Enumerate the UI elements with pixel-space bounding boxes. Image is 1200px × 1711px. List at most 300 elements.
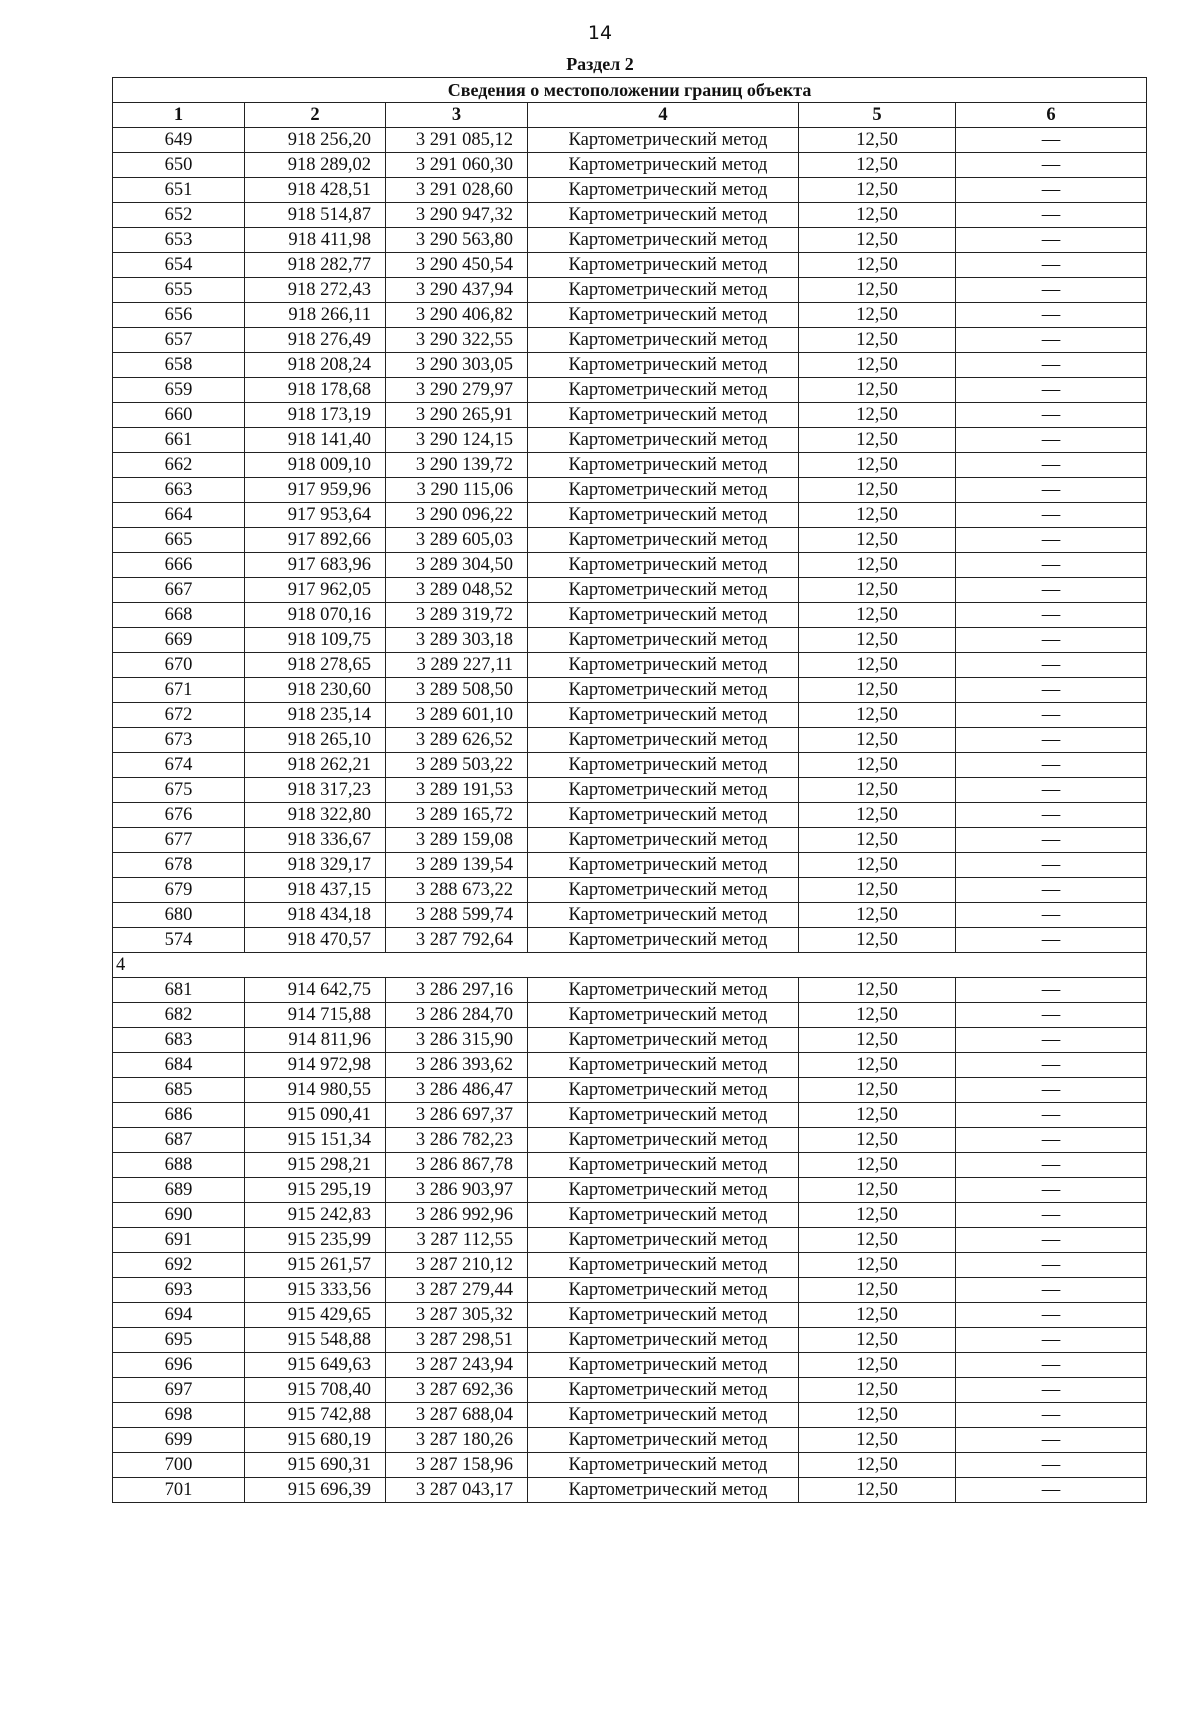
description-cell: —	[956, 1353, 1147, 1378]
x-coordinate-cell: 917 683,96	[245, 553, 386, 578]
point-number-cell: 693	[113, 1278, 245, 1303]
column-header-1: 1	[113, 103, 245, 128]
method-cell: Картометрический метод	[528, 1278, 799, 1303]
x-coordinate-cell: 914 642,75	[245, 978, 386, 1003]
y-coordinate-cell: 3 289 601,10	[386, 703, 528, 728]
x-coordinate-cell: 918 336,67	[245, 828, 386, 853]
y-coordinate-cell: 3 289 191,53	[386, 778, 528, 803]
accuracy-cell: 12,50	[799, 928, 956, 953]
table-row	[113, 1278, 1147, 1303]
method-cell: Картометрический метод	[528, 778, 799, 803]
table-row	[113, 828, 1147, 853]
description-cell: —	[956, 1228, 1147, 1253]
y-coordinate-cell: 3 287 243,94	[386, 1353, 528, 1378]
description-cell: —	[956, 153, 1147, 178]
method-cell: Картометрический метод	[528, 903, 799, 928]
point-number-cell: 666	[113, 553, 245, 578]
point-number-cell: 695	[113, 1328, 245, 1353]
description-cell: —	[956, 528, 1147, 553]
description-cell: —	[956, 578, 1147, 603]
method-cell: Картометрический метод	[528, 628, 799, 653]
table-row	[113, 153, 1147, 178]
method-cell: Картометрический метод	[528, 228, 799, 253]
description-cell: —	[956, 278, 1147, 303]
method-cell: Картометрический метод	[528, 1078, 799, 1103]
x-coordinate-cell: 915 261,57	[245, 1253, 386, 1278]
x-coordinate-cell: 917 953,64	[245, 503, 386, 528]
point-number-cell: 659	[113, 378, 245, 403]
x-coordinate-cell: 915 333,56	[245, 1278, 386, 1303]
table-row	[113, 878, 1147, 903]
table-row	[113, 978, 1147, 1003]
point-number-cell: 668	[113, 603, 245, 628]
method-cell: Картометрический метод	[528, 1153, 799, 1178]
x-coordinate-cell: 918 437,15	[245, 878, 386, 903]
point-number-cell: 672	[113, 703, 245, 728]
accuracy-cell: 12,50	[799, 128, 956, 153]
accuracy-cell: 12,50	[799, 778, 956, 803]
y-coordinate-cell: 3 289 319,72	[386, 603, 528, 628]
x-coordinate-cell: 915 649,63	[245, 1353, 386, 1378]
method-cell: Картометрический метод	[528, 178, 799, 203]
point-number-cell: 673	[113, 728, 245, 753]
point-number-cell: 688	[113, 1153, 245, 1178]
description-cell: —	[956, 928, 1147, 953]
description-cell: —	[956, 778, 1147, 803]
method-cell: Картометрический метод	[528, 1178, 799, 1203]
method-cell: Картометрический метод	[528, 1453, 799, 1478]
table-row	[113, 403, 1147, 428]
method-cell: Картометрический метод	[528, 1428, 799, 1453]
method-cell: Картометрический метод	[528, 128, 799, 153]
x-coordinate-cell: 918 266,11	[245, 303, 386, 328]
accuracy-cell: 12,50	[799, 1378, 956, 1403]
y-coordinate-cell: 3 289 165,72	[386, 803, 528, 828]
description-cell: —	[956, 1053, 1147, 1078]
accuracy-cell: 12,50	[799, 1128, 956, 1153]
y-coordinate-cell: 3 289 508,50	[386, 678, 528, 703]
accuracy-cell: 12,50	[799, 378, 956, 403]
point-number-cell: 663	[113, 478, 245, 503]
description-cell: —	[956, 1203, 1147, 1228]
method-cell: Картометрический метод	[528, 1028, 799, 1053]
x-coordinate-cell: 915 696,39	[245, 1478, 386, 1503]
point-number-cell: 667	[113, 578, 245, 603]
point-number-cell: 699	[113, 1428, 245, 1453]
column-header-6: 6	[956, 103, 1147, 128]
accuracy-cell: 12,50	[799, 528, 956, 553]
description-cell: —	[956, 453, 1147, 478]
table-row	[113, 303, 1147, 328]
x-coordinate-cell: 915 548,88	[245, 1328, 386, 1353]
method-cell: Картометрический метод	[528, 1403, 799, 1428]
point-number-cell: 677	[113, 828, 245, 853]
y-coordinate-cell: 3 286 867,78	[386, 1153, 528, 1178]
method-cell: Картометрический метод	[528, 753, 799, 778]
y-coordinate-cell: 3 289 139,54	[386, 853, 528, 878]
description-cell: —	[956, 478, 1147, 503]
method-cell: Картометрический метод	[528, 678, 799, 703]
table-row	[113, 853, 1147, 878]
x-coordinate-cell: 918 235,14	[245, 703, 386, 728]
point-number-cell: 694	[113, 1303, 245, 1328]
y-coordinate-cell: 3 290 124,15	[386, 428, 528, 453]
description-cell: —	[956, 303, 1147, 328]
point-number-cell: 687	[113, 1128, 245, 1153]
method-cell: Картометрический метод	[528, 1128, 799, 1153]
point-number-cell: 696	[113, 1353, 245, 1378]
y-coordinate-cell: 3 287 305,32	[386, 1303, 528, 1328]
method-cell: Картометрический метод	[528, 528, 799, 553]
description-cell: —	[956, 553, 1147, 578]
accuracy-cell: 12,50	[799, 253, 956, 278]
y-coordinate-cell: 3 288 673,22	[386, 878, 528, 903]
table-body	[113, 128, 1147, 1503]
method-cell: Картометрический метод	[528, 653, 799, 678]
point-number-cell: 686	[113, 1103, 245, 1128]
method-cell: Картометрический метод	[528, 1253, 799, 1278]
method-cell: Картометрический метод	[528, 803, 799, 828]
description-cell: —	[956, 978, 1147, 1003]
table-row	[113, 528, 1147, 553]
description-cell: —	[956, 1103, 1147, 1128]
accuracy-cell: 12,50	[799, 1428, 956, 1453]
table-row	[113, 1028, 1147, 1053]
description-cell: —	[956, 428, 1147, 453]
table-row	[113, 178, 1147, 203]
accuracy-cell: 12,50	[799, 1203, 956, 1228]
x-coordinate-cell: 915 429,65	[245, 1303, 386, 1328]
accuracy-cell: 12,50	[799, 1003, 956, 1028]
x-coordinate-cell: 915 680,19	[245, 1428, 386, 1453]
point-number-cell: 684	[113, 1053, 245, 1078]
table-row	[113, 1178, 1147, 1203]
description-cell: —	[956, 753, 1147, 778]
accuracy-cell: 12,50	[799, 228, 956, 253]
point-number-cell: 670	[113, 653, 245, 678]
table-row	[113, 1253, 1147, 1278]
table-row	[113, 1353, 1147, 1378]
description-cell: —	[956, 1478, 1147, 1503]
point-number-cell: 676	[113, 803, 245, 828]
description-cell: —	[956, 1078, 1147, 1103]
x-coordinate-cell: 918 329,17	[245, 853, 386, 878]
x-coordinate-cell: 918 411,98	[245, 228, 386, 253]
description-cell: —	[956, 878, 1147, 903]
table-row	[113, 778, 1147, 803]
table-row	[113, 578, 1147, 603]
y-coordinate-cell: 3 289 605,03	[386, 528, 528, 553]
description-cell: —	[956, 228, 1147, 253]
point-number-cell: 675	[113, 778, 245, 803]
method-cell: Картометрический метод	[528, 1353, 799, 1378]
point-number-cell: 683	[113, 1028, 245, 1053]
table-row	[113, 1403, 1147, 1428]
table-row	[113, 628, 1147, 653]
description-cell: —	[956, 328, 1147, 353]
y-coordinate-cell: 3 291 085,12	[386, 128, 528, 153]
method-cell: Картометрический метод	[528, 553, 799, 578]
table-row	[113, 1003, 1147, 1028]
description-cell: —	[956, 1153, 1147, 1178]
table-row	[113, 703, 1147, 728]
accuracy-cell: 12,50	[799, 853, 956, 878]
y-coordinate-cell: 3 290 322,55	[386, 328, 528, 353]
method-cell: Картометрический метод	[528, 1378, 799, 1403]
accuracy-cell: 12,50	[799, 678, 956, 703]
accuracy-cell: 12,50	[799, 703, 956, 728]
method-cell: Картометрический метод	[528, 278, 799, 303]
point-number-cell: 679	[113, 878, 245, 903]
table-row	[113, 1328, 1147, 1353]
x-coordinate-cell: 918 265,10	[245, 728, 386, 753]
point-number-cell: 681	[113, 978, 245, 1003]
x-coordinate-cell: 918 282,77	[245, 253, 386, 278]
table-row	[113, 1378, 1147, 1403]
point-number-cell: 651	[113, 178, 245, 203]
table-row	[113, 678, 1147, 703]
table-row	[113, 1453, 1147, 1478]
y-coordinate-cell: 3 287 279,44	[386, 1278, 528, 1303]
y-coordinate-cell: 3 286 782,23	[386, 1128, 528, 1153]
accuracy-cell: 12,50	[799, 878, 956, 903]
y-coordinate-cell: 3 289 227,11	[386, 653, 528, 678]
y-coordinate-cell: 3 288 599,74	[386, 903, 528, 928]
x-coordinate-cell: 914 811,96	[245, 1028, 386, 1053]
description-cell: —	[956, 1003, 1147, 1028]
point-number-cell: 650	[113, 153, 245, 178]
x-coordinate-cell: 915 235,99	[245, 1228, 386, 1253]
x-coordinate-cell: 915 708,40	[245, 1378, 386, 1403]
y-coordinate-cell: 3 290 096,22	[386, 503, 528, 528]
y-coordinate-cell: 3 290 279,97	[386, 378, 528, 403]
accuracy-cell: 12,50	[799, 353, 956, 378]
x-coordinate-cell: 915 151,34	[245, 1128, 386, 1153]
method-cell: Картометрический метод	[528, 353, 799, 378]
x-coordinate-cell: 918 256,20	[245, 128, 386, 153]
y-coordinate-cell: 3 287 298,51	[386, 1328, 528, 1353]
point-number-cell: 674	[113, 753, 245, 778]
y-coordinate-cell: 3 291 028,60	[386, 178, 528, 203]
x-coordinate-cell: 917 962,05	[245, 578, 386, 603]
accuracy-cell: 12,50	[799, 1028, 956, 1053]
y-coordinate-cell: 3 289 303,18	[386, 628, 528, 653]
description-cell: —	[956, 1278, 1147, 1303]
point-number-cell: 657	[113, 328, 245, 353]
x-coordinate-cell: 915 298,21	[245, 1153, 386, 1178]
description-cell: —	[956, 703, 1147, 728]
table-row	[113, 1053, 1147, 1078]
point-number-cell: 574	[113, 928, 245, 953]
description-cell: —	[956, 128, 1147, 153]
x-coordinate-cell: 917 892,66	[245, 528, 386, 553]
x-coordinate-cell: 918 070,16	[245, 603, 386, 628]
point-number-cell: 669	[113, 628, 245, 653]
accuracy-cell: 12,50	[799, 1178, 956, 1203]
y-coordinate-cell: 3 290 115,06	[386, 478, 528, 503]
y-coordinate-cell: 3 287 158,96	[386, 1453, 528, 1478]
table-row	[113, 353, 1147, 378]
description-cell: —	[956, 603, 1147, 628]
point-number-cell: 671	[113, 678, 245, 703]
point-number-cell: 655	[113, 278, 245, 303]
description-cell: —	[956, 378, 1147, 403]
x-coordinate-cell: 918 317,23	[245, 778, 386, 803]
accuracy-cell: 12,50	[799, 1278, 956, 1303]
table-row	[113, 128, 1147, 153]
table-row	[113, 603, 1147, 628]
accuracy-cell: 12,50	[799, 328, 956, 353]
description-cell: —	[956, 403, 1147, 428]
accuracy-cell: 12,50	[799, 1303, 956, 1328]
point-number-cell: 700	[113, 1453, 245, 1478]
accuracy-cell: 12,50	[799, 303, 956, 328]
description-cell: —	[956, 1128, 1147, 1153]
accuracy-cell: 12,50	[799, 578, 956, 603]
accuracy-cell: 12,50	[799, 553, 956, 578]
x-coordinate-cell: 918 109,75	[245, 628, 386, 653]
accuracy-cell: 12,50	[799, 1328, 956, 1353]
description-cell: —	[956, 353, 1147, 378]
accuracy-cell: 12,50	[799, 1453, 956, 1478]
method-cell: Картометрический метод	[528, 1203, 799, 1228]
description-cell: —	[956, 1253, 1147, 1278]
accuracy-cell: 12,50	[799, 1253, 956, 1278]
x-coordinate-cell: 915 742,88	[245, 1403, 386, 1428]
accuracy-cell: 12,50	[799, 453, 956, 478]
point-number-cell: 653	[113, 228, 245, 253]
point-number-cell: 698	[113, 1403, 245, 1428]
point-number-cell: 665	[113, 528, 245, 553]
accuracy-cell: 12,50	[799, 728, 956, 753]
accuracy-cell: 12,50	[799, 478, 956, 503]
table-row	[113, 428, 1147, 453]
y-coordinate-cell: 3 289 304,50	[386, 553, 528, 578]
x-coordinate-cell: 918 009,10	[245, 453, 386, 478]
accuracy-cell: 12,50	[799, 1078, 956, 1103]
point-number-cell: 664	[113, 503, 245, 528]
table-row	[113, 903, 1147, 928]
x-coordinate-cell: 918 178,68	[245, 378, 386, 403]
x-coordinate-cell: 914 715,88	[245, 1003, 386, 1028]
boundary-coordinates-table	[112, 77, 1147, 1503]
x-coordinate-cell: 918 272,43	[245, 278, 386, 303]
table-row	[113, 1428, 1147, 1453]
method-cell: Картометрический метод	[528, 1003, 799, 1028]
method-cell: Картометрический метод	[528, 378, 799, 403]
method-cell: Картометрический метод	[528, 503, 799, 528]
table-row	[113, 753, 1147, 778]
x-coordinate-cell: 918 470,57	[245, 928, 386, 953]
description-cell: —	[956, 728, 1147, 753]
y-coordinate-cell: 3 287 210,12	[386, 1253, 528, 1278]
table-row	[113, 653, 1147, 678]
table-row	[113, 253, 1147, 278]
y-coordinate-cell: 3 286 992,96	[386, 1203, 528, 1228]
accuracy-cell: 12,50	[799, 503, 956, 528]
description-cell: —	[956, 503, 1147, 528]
y-coordinate-cell: 3 290 563,80	[386, 228, 528, 253]
description-cell: —	[956, 1453, 1147, 1478]
y-coordinate-cell: 3 286 284,70	[386, 1003, 528, 1028]
accuracy-cell: 12,50	[799, 753, 956, 778]
method-cell: Картометрический метод	[528, 1228, 799, 1253]
y-coordinate-cell: 3 290 406,82	[386, 303, 528, 328]
point-number-cell: 661	[113, 428, 245, 453]
x-coordinate-cell: 915 090,41	[245, 1103, 386, 1128]
x-coordinate-cell: 917 959,96	[245, 478, 386, 503]
table-row	[113, 328, 1147, 353]
y-coordinate-cell: 3 289 048,52	[386, 578, 528, 603]
point-number-cell: 689	[113, 1178, 245, 1203]
table-row	[113, 1103, 1147, 1128]
description-cell: —	[956, 628, 1147, 653]
column-header-2: 2	[245, 103, 386, 128]
table-row	[113, 1203, 1147, 1228]
y-coordinate-cell: 3 287 043,17	[386, 1478, 528, 1503]
point-number-cell: 649	[113, 128, 245, 153]
table-row	[113, 1153, 1147, 1178]
table-row	[113, 1478, 1147, 1503]
description-cell: —	[956, 1428, 1147, 1453]
method-cell: Картометрический метод	[528, 428, 799, 453]
method-cell: Картометрический метод	[528, 153, 799, 178]
method-cell: Картометрический метод	[528, 603, 799, 628]
method-cell: Картометрический метод	[528, 978, 799, 1003]
accuracy-cell: 12,50	[799, 153, 956, 178]
table-row	[113, 803, 1147, 828]
x-coordinate-cell: 918 276,49	[245, 328, 386, 353]
table-row	[113, 378, 1147, 403]
column-header-4: 4	[528, 103, 799, 128]
point-number-cell: 697	[113, 1378, 245, 1403]
x-coordinate-cell: 918 230,60	[245, 678, 386, 703]
method-cell: Картометрический метод	[528, 1328, 799, 1353]
accuracy-cell: 12,50	[799, 203, 956, 228]
description-cell: —	[956, 828, 1147, 853]
point-number-cell: 680	[113, 903, 245, 928]
x-coordinate-cell: 914 980,55	[245, 1078, 386, 1103]
description-cell: —	[956, 1403, 1147, 1428]
description-cell: —	[956, 1328, 1147, 1353]
accuracy-cell: 12,50	[799, 903, 956, 928]
point-number-cell: 690	[113, 1203, 245, 1228]
method-cell: Картометрический метод	[528, 878, 799, 903]
table-row	[113, 1303, 1147, 1328]
table-title: Сведения о местоположении границ объекта	[113, 78, 1147, 103]
method-cell: Картометрический метод	[528, 1103, 799, 1128]
description-cell: —	[956, 678, 1147, 703]
accuracy-cell: 12,50	[799, 1228, 956, 1253]
x-coordinate-cell: 918 289,02	[245, 153, 386, 178]
table-row	[113, 553, 1147, 578]
description-cell: —	[956, 803, 1147, 828]
accuracy-cell: 12,50	[799, 1153, 956, 1178]
accuracy-cell: 12,50	[799, 1403, 956, 1428]
accuracy-cell: 12,50	[799, 403, 956, 428]
contour-group-row	[113, 953, 1147, 978]
y-coordinate-cell: 3 286 486,47	[386, 1078, 528, 1103]
point-number-cell: 662	[113, 453, 245, 478]
description-cell: —	[956, 203, 1147, 228]
x-coordinate-cell: 915 242,83	[245, 1203, 386, 1228]
x-coordinate-cell: 918 173,19	[245, 403, 386, 428]
y-coordinate-cell: 3 287 688,04	[386, 1403, 528, 1428]
x-coordinate-cell: 918 322,80	[245, 803, 386, 828]
point-number-cell: 685	[113, 1078, 245, 1103]
point-number-cell: 654	[113, 253, 245, 278]
accuracy-cell: 12,50	[799, 628, 956, 653]
